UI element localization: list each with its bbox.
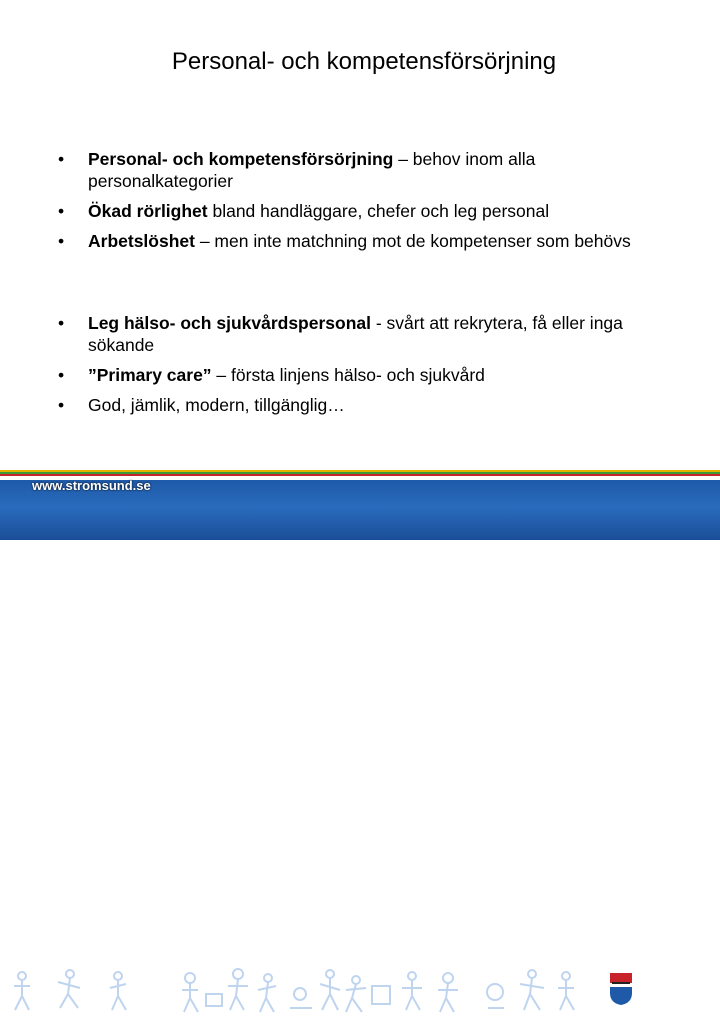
logo-text — [640, 971, 699, 1001]
bullet-list-2 — [58, 312, 638, 424]
bullet-text: – första linjens hälso- och sjukvård — [211, 365, 485, 385]
bullet-bold: Arbetslöshet — [88, 231, 195, 251]
bullet-text: – men inte matchning mot de kompetenser som behövs — [194, 231, 631, 251]
bullet-item — [58, 230, 638, 252]
bullet-bold: Leg hälso- och sjukvårdspersonal — [88, 313, 371, 333]
bullet-dot-icon: • — [58, 231, 65, 251]
bullet-item — [58, 394, 638, 416]
bullet-dot-icon: • — [58, 365, 65, 385]
bullet-dot-icon: • — [58, 201, 65, 221]
logo-line-3: Storsjöns ljus — [640, 994, 676, 1000]
bullet-bold: Ökad rörlighet — [88, 201, 208, 221]
website-link[interactable]: www.stromsund.se — [32, 478, 151, 493]
activity-figures-icon — [0, 964, 600, 1018]
bullet-text: - svårt att rekrytera, få eller inga sökande — [88, 313, 623, 355]
logo-line-1: Strömsunds — [640, 970, 699, 982]
bullet-item — [58, 148, 638, 192]
bullet-text: God, jämlik, modern, tillgänglig… — [88, 395, 345, 415]
bullet-item — [58, 364, 638, 386]
bullet-dot-icon: • — [58, 395, 65, 415]
stripe-red — [0, 474, 720, 476]
stromsund-crest-icon — [606, 969, 636, 1009]
bullet-item — [58, 312, 638, 356]
bullet-bold: Personal- och kompetensförsörjning — [88, 149, 394, 169]
bullet-bold: ”Primary care” — [88, 365, 212, 385]
bullet-item — [58, 200, 638, 222]
logo-line-2: Kommun — [640, 981, 685, 993]
bullet-text: bland handläggare, chefer och leg personal — [207, 201, 550, 221]
bullet-dot-icon: • — [58, 313, 65, 333]
bullet-text: – behov inom alla personalkategorier — [88, 149, 536, 191]
slide-title: Personal- och kompetensförsörjning — [171, 48, 557, 75]
bullet-dot-icon: • — [58, 149, 65, 169]
bullet-list-1 — [58, 148, 638, 260]
municipality-logo — [606, 969, 718, 1015]
